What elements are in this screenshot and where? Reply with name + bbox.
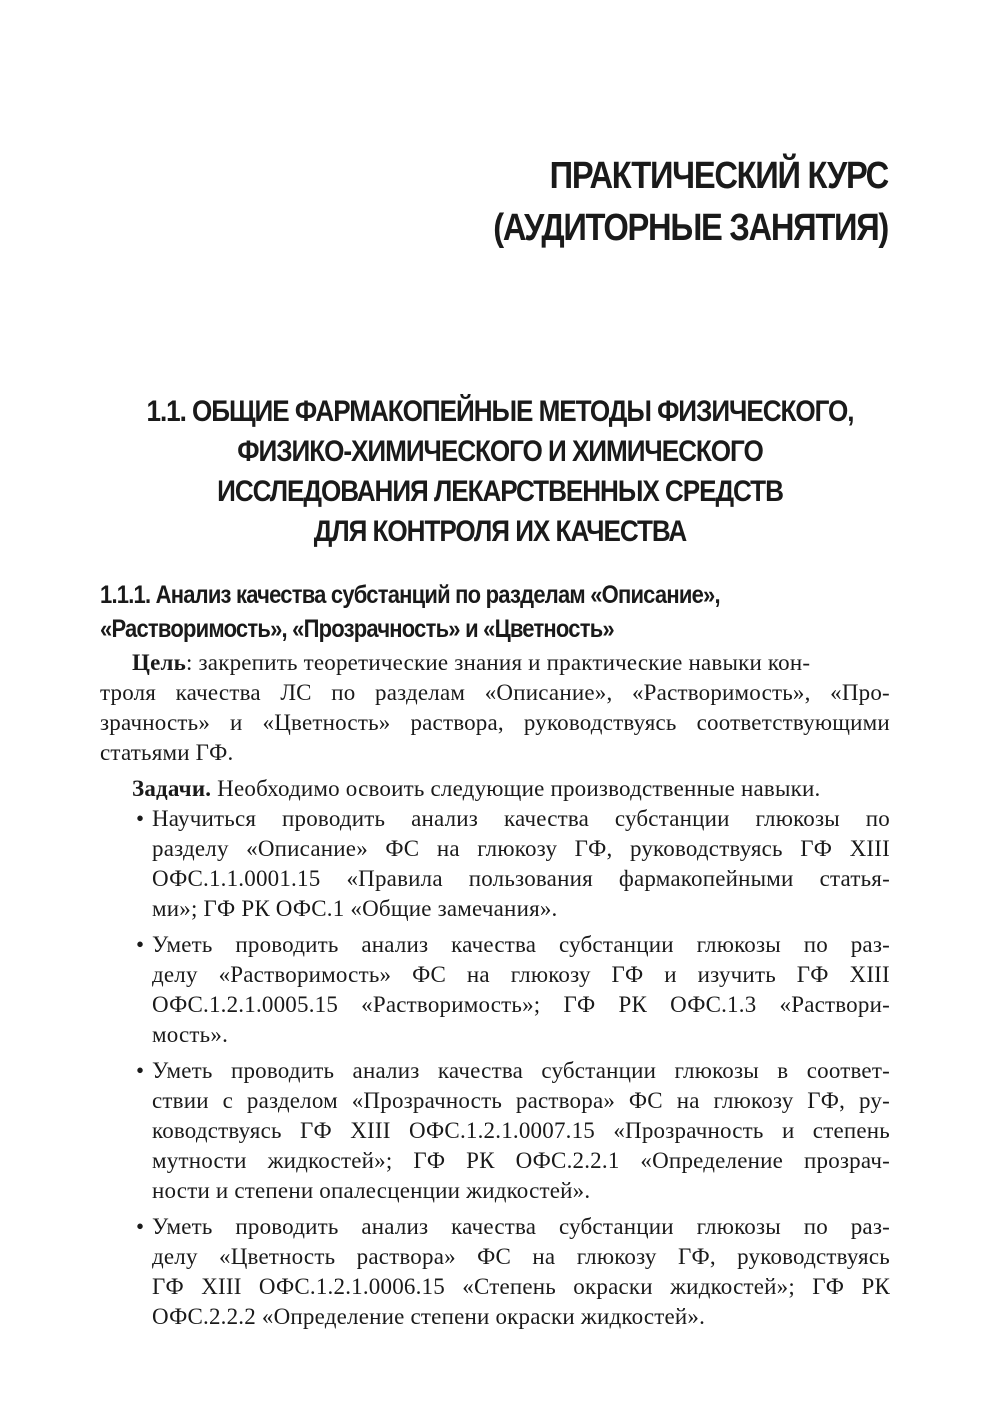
section-title-line: 1.1. ОБЩИЕ ФАРМАКОПЕЙНЫЕ МЕТОДЫ ФИЗИЧЕСКОГО,	[146, 395, 854, 428]
word: глюкозы	[755, 806, 840, 831]
text-line	[152, 804, 890, 834]
word: делу	[152, 962, 198, 987]
word: ГФ,	[677, 1244, 716, 1269]
word: окраски	[573, 1274, 653, 1299]
list-item	[100, 1056, 890, 1206]
word: и	[664, 962, 677, 987]
text-line	[152, 1212, 890, 1242]
word: Уметь	[152, 1058, 213, 1083]
word: раз-	[850, 932, 890, 957]
word: на	[466, 962, 490, 987]
word: «Про-	[830, 680, 890, 705]
word: по	[803, 1214, 828, 1239]
word: ОФС.1.2.1.0007.15	[408, 1118, 595, 1143]
word: по	[331, 680, 356, 705]
word: и	[230, 710, 243, 735]
word: степень	[812, 1118, 890, 1143]
section-title-line: ФИЗИКО-ХИМИЧЕСКОГО И ХИМИЧЕСКОГО	[237, 435, 763, 468]
word: раствора»	[515, 1088, 616, 1113]
word: соответ-	[806, 1058, 890, 1083]
word: раствора,	[410, 710, 504, 735]
word: ГФ	[796, 962, 829, 987]
word: ру-	[858, 1088, 890, 1113]
word: ОФС.1.2.1.0006.15	[258, 1274, 445, 1299]
word: глюкозы	[674, 1058, 759, 1083]
text-line	[100, 678, 890, 708]
word: субстанции	[614, 806, 730, 831]
text-line	[152, 1056, 890, 1086]
word: «Описание»	[246, 836, 368, 861]
word: разделом	[246, 1088, 338, 1113]
word: «Цветность	[219, 1244, 336, 1269]
word: прозрач-	[803, 1148, 890, 1173]
word: раз-	[850, 1214, 890, 1239]
word: анализ	[411, 806, 479, 831]
word: ОФС.1.2.1.0005.15	[152, 992, 339, 1017]
word: «Описание»,	[484, 680, 613, 705]
word: проводить	[235, 1214, 339, 1239]
word: ГФ	[800, 836, 833, 861]
word: глюкозу	[576, 1244, 657, 1269]
word: «Цветность»	[262, 710, 391, 735]
word: ГФ	[300, 1118, 332, 1143]
word: «Степень	[462, 1274, 556, 1299]
text-line	[152, 990, 890, 1020]
text-line	[152, 960, 890, 990]
word: и	[781, 1118, 795, 1143]
word: Уметь	[152, 1214, 213, 1239]
word: XIII	[849, 836, 890, 861]
part-title-line: (АУДИТОРНЫЕ ЗАНЯТИЯ)	[493, 207, 888, 249]
word: изучить	[697, 962, 776, 987]
word: соответствующими	[696, 710, 890, 735]
word: «Определение	[640, 1148, 784, 1173]
text-line	[152, 834, 890, 864]
word: «Прозрачность	[613, 1118, 764, 1143]
body-text	[100, 648, 890, 1332]
word: XIII	[201, 1274, 242, 1299]
word: Уметь	[152, 932, 213, 957]
text-line: Цель: закрепить теоретические знания и практические навыки кон-	[100, 648, 890, 678]
text-line	[152, 1146, 890, 1176]
word: глюкозу	[510, 962, 591, 987]
text-line	[152, 1242, 890, 1272]
word: качества	[437, 1058, 523, 1083]
word: делу	[152, 1244, 198, 1269]
word: РК	[618, 992, 648, 1017]
word: по	[865, 806, 890, 831]
part-title-line: ПРАКТИЧЕСКИЙ КУРС	[549, 155, 888, 197]
text-line: ми»; ГФ РК ОФС.1 «Общие замечания».	[152, 896, 558, 921]
word: качества	[175, 680, 261, 705]
word: XIII	[350, 1118, 391, 1143]
word: раствора»	[356, 1244, 456, 1269]
word: ГФ	[563, 992, 596, 1017]
word: «Раствори-	[779, 992, 890, 1017]
word: глюкозы	[696, 1214, 781, 1239]
word: субстанции	[559, 1214, 674, 1239]
word: троля	[100, 680, 157, 705]
word: субстанции	[559, 932, 674, 957]
word: «Растворимость»,	[631, 680, 811, 705]
text-line: ОФС.2.2.2 «Определение степени окраски жидкостей».	[152, 1304, 706, 1329]
word: глюкозу	[477, 836, 558, 861]
word: ГФ,	[574, 836, 613, 861]
list-item	[100, 930, 890, 1050]
word: субстанции	[541, 1058, 657, 1083]
word: РК	[861, 1274, 890, 1299]
word: ствии	[152, 1088, 209, 1113]
word: руководствуясь	[737, 1244, 890, 1269]
section-title-line: ИССЛЕДОВАНИЯ ЛЕКАРСТВЕННЫХ СРЕДСТВ	[217, 475, 783, 508]
word: анализ	[361, 932, 429, 957]
word: статья-	[819, 866, 890, 891]
word: «Правила	[346, 866, 443, 891]
word: ГФ	[812, 1274, 845, 1299]
goal-paragraph	[100, 648, 890, 768]
word: ГФ	[413, 1148, 446, 1173]
text-line	[152, 864, 890, 894]
word: ФС	[477, 1244, 512, 1269]
word: на	[436, 836, 460, 861]
bullet-icon: •	[136, 932, 145, 957]
word: анализ	[361, 1214, 429, 1239]
text-line: ности и степени опалесценции жидкостей».	[152, 1178, 591, 1203]
word: ФС	[412, 962, 447, 987]
text-line	[152, 1116, 890, 1146]
section-title-line: ДЛЯ КОНТРОЛЯ ИХ КАЧЕСТВА	[313, 515, 687, 548]
word: фармакопейными	[618, 866, 794, 891]
word: ОФС.2.2.1	[515, 1148, 620, 1173]
word: зрачность»	[100, 710, 211, 735]
bullet-icon: •	[136, 1058, 145, 1083]
list-item	[100, 1212, 890, 1332]
bullet-icon: •	[136, 806, 145, 831]
word: по	[803, 932, 828, 957]
word: глюкозу	[713, 1088, 794, 1113]
text-line	[152, 1086, 890, 1116]
word: проводить	[230, 1058, 335, 1083]
word: мутности	[152, 1148, 247, 1173]
word: ГФ,	[807, 1088, 846, 1113]
word: жидкостей»;	[670, 1274, 795, 1299]
subsection-title-line: «Растворимость», «Прозрачность» и «Цветность»	[100, 615, 614, 643]
word: ФС	[385, 836, 420, 861]
word: руководствуясь	[629, 836, 783, 861]
text-line	[100, 708, 890, 738]
word: на	[676, 1088, 700, 1113]
word: «Растворимость»;	[361, 992, 541, 1017]
word: «Растворимость»	[218, 962, 392, 987]
word: ФС	[628, 1088, 663, 1113]
word: качества	[451, 1214, 537, 1239]
list-item	[100, 804, 890, 924]
word: проводить	[235, 932, 339, 957]
bullet-icon: •	[136, 1214, 145, 1239]
word: ЛС	[280, 680, 312, 705]
goal-label: Цель	[132, 650, 186, 675]
section-title	[143, 392, 856, 552]
text-line: статьями ГФ.	[100, 740, 234, 765]
word: проводить	[282, 806, 386, 831]
text-line: мость».	[152, 1022, 229, 1047]
word: ГФ	[611, 962, 644, 987]
text-line	[152, 930, 890, 960]
word: жидкостей»;	[267, 1148, 393, 1173]
word: пользования	[468, 866, 593, 891]
tasks-paragraph	[100, 774, 890, 804]
word: в	[777, 1058, 789, 1083]
word: качества	[451, 932, 537, 957]
subsection-title	[100, 578, 795, 646]
word: ГФ	[152, 1274, 184, 1299]
word: ОФС.1.1.0001.15	[152, 866, 321, 891]
word: разделу	[152, 836, 229, 861]
subsection-title-line: 1.1.1. Анализ качества субстанций по разделам «Описание»,	[100, 581, 720, 609]
part-title	[210, 150, 888, 254]
word: на	[532, 1244, 556, 1269]
word: ОФС.1.3	[670, 992, 757, 1017]
word: ководствуясь	[152, 1118, 282, 1143]
word: руководствуясь	[523, 710, 677, 735]
word: глюкозы	[696, 932, 781, 957]
word: анализ	[352, 1058, 420, 1083]
word: «Прозрачность	[351, 1088, 503, 1113]
word: разделам	[375, 680, 466, 705]
word: качества	[503, 806, 590, 831]
word: с	[222, 1088, 234, 1113]
text-line: Задачи. Необходимо освоить следующие производственные навыки.	[100, 774, 890, 804]
tasks-label: Задачи.	[132, 776, 212, 801]
word: XIII	[849, 962, 890, 987]
word: РК	[466, 1148, 495, 1173]
text-line	[152, 1272, 890, 1302]
word: Научиться	[152, 806, 257, 831]
